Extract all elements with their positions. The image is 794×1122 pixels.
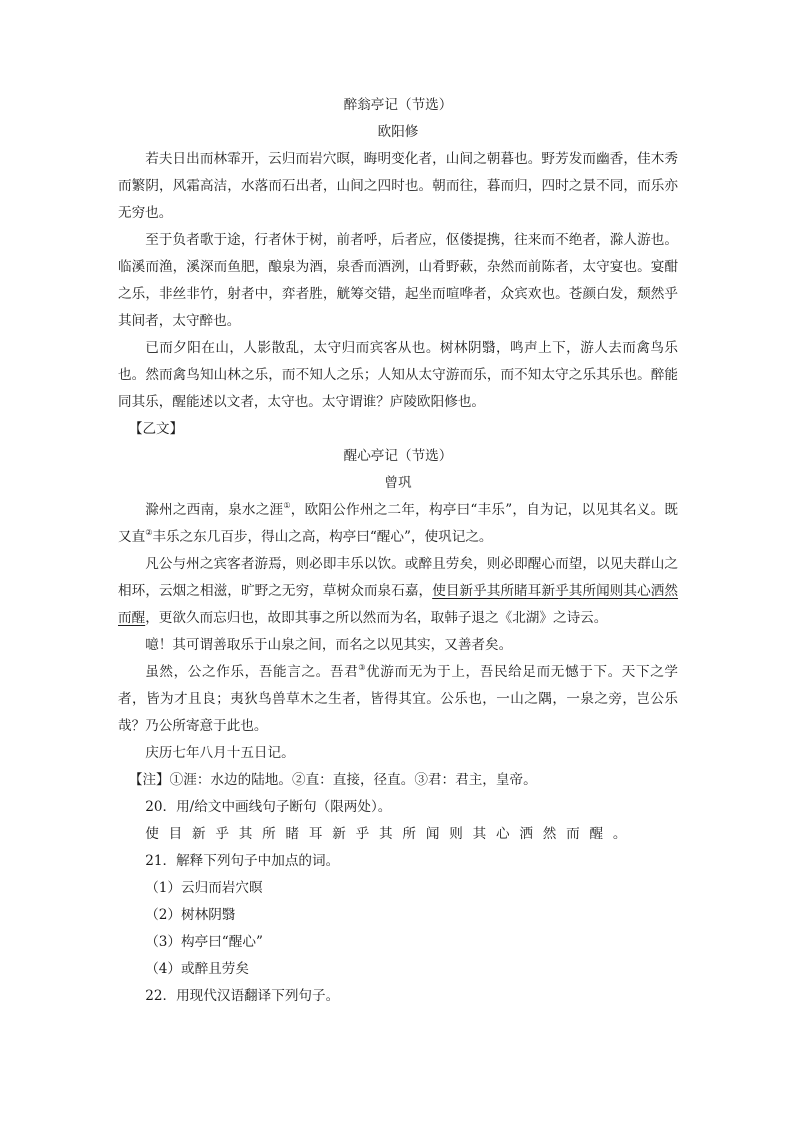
yi-paragraph-5: 庆历七年八月十五日记。	[145, 745, 295, 761]
yi-p1-text-a: 滁州之西南，泉水之涯	[145, 502, 284, 518]
footnote-marker-2: ②	[145, 528, 153, 537]
yi-p2-text-b: ，更欲久而忘归也，故即其事之所以然而为名，取韩子退之《北湖》之诗云。	[145, 610, 608, 626]
question-20-sentence: 使目新乎其所睹耳新乎其所闻则其心洒然而醒。	[145, 826, 637, 842]
jia-paragraph-3: 已而夕阳在山，人影散乱，太守归而宾客从也。树林阴翳，鸣声上下，游人去而禽鸟乐也。然而禽鸟知山林之乐，而不知人之乐；人知从太守游而乐，而不知太守之乐其乐也。醉能同其乐，醒能述以文者，太守也。太守谓谁？庐陵欧阳修也。	[118, 340, 678, 410]
question-21: 21．解释下列句子中加点的词。	[145, 853, 340, 869]
yi-p4-text-b: 优游而无为于上，吾民给足而无憾于下。天下之学者，皆为才且良；夷狄鸟兽草木之生者，皆得其宜。公乐也，一山之隅，一泉之旁，岂公乐哉？乃公所寄意于此也。	[118, 664, 679, 734]
document-content	[118, 92, 678, 1010]
question-21-item-1: （1）云归而岩穴暝	[145, 880, 263, 896]
notes-text: ①涯：水边的陆地。②直：直接，径直。③君：君主，皇帝。	[169, 772, 537, 788]
yi-paragraph-2	[118, 551, 678, 632]
yi-p4-text-a: 虽然，公之作乐，吾能言之。吾君	[145, 664, 359, 680]
footnote-marker-1: ①	[283, 501, 291, 510]
question-22: 22．用现代汉语翻译下列句子。	[145, 988, 340, 1004]
question-21-item-4: （4）或醉且劳矣	[145, 961, 249, 977]
yi-title: 醒心亭记（节选）	[343, 448, 453, 464]
underlined-sentence: 使目新乎其所睹耳新乎其所闻则其心洒然而醒	[118, 583, 679, 626]
notes	[118, 767, 678, 794]
yi-p1-text-c: 丰乐之东几百步，得山之高，构亭曰“醒心”，使巩记之。	[152, 529, 493, 545]
yi-paragraph-4	[118, 659, 678, 740]
jia-paragraph-1: 若夫日出而林霏开，云归而岩穴暝，晦明变化者，山间之朝暮也。野芳发而幽香，佳木秀而繁阴，风霜高洁，水落而石出者，山间之四时也。朝而往，暮而归，四时之景不同，而乐亦无穷也。	[118, 151, 678, 221]
yi-p2-text-a: 凡公与州之宾客者游焉，则必即丰乐以饮。或醉且劳矣，则必即醒心而望，以见夫群山之相环，云烟之相滋，旷野之无穷，草树众而泉石嘉，	[118, 556, 678, 599]
jia-author: 欧阳修	[377, 124, 419, 140]
yi-label: 【乙文】	[128, 421, 184, 437]
jia-title: 醉翁亭记（节选）	[343, 97, 453, 113]
question-21-item-3: （3）构亭曰“醒心”	[145, 934, 263, 950]
yi-p1-text-b: ，欧阳公作州之二年，构亭曰“丰乐”，自为记，以见其名义。既又直	[118, 502, 679, 545]
yi-paragraph-3: 噫！其可谓善取乐于山泉之间，而名之以见其实，又善者矣。	[145, 637, 513, 653]
footnote-marker-3: ③	[358, 663, 367, 672]
yi-author: 曾巩	[384, 475, 412, 491]
question-20: 20．用/给文中画线句子断句（限两处）。	[145, 799, 392, 815]
yi-paragraph-1	[118, 497, 678, 551]
question-21-item-2: （2）树林阴翳	[145, 907, 236, 923]
jia-paragraph-2: 至于负者歌于途，行者休于树，前者呼，后者应，伛偻提携，往来而不绝者，滁人游也。临溪而渔，溪深而鱼肥，酿泉为酒，泉香而酒洌，山肴野蔌，杂然而前陈者，太守宴也。宴酣之乐，非丝非竹，射者中，弈者胜，觥筹交错，起坐而喧哗者，众宾欢也。苍颜白发，颓然乎其间者，太守醉也。	[118, 232, 678, 329]
notes-label: 【注】	[128, 772, 170, 788]
